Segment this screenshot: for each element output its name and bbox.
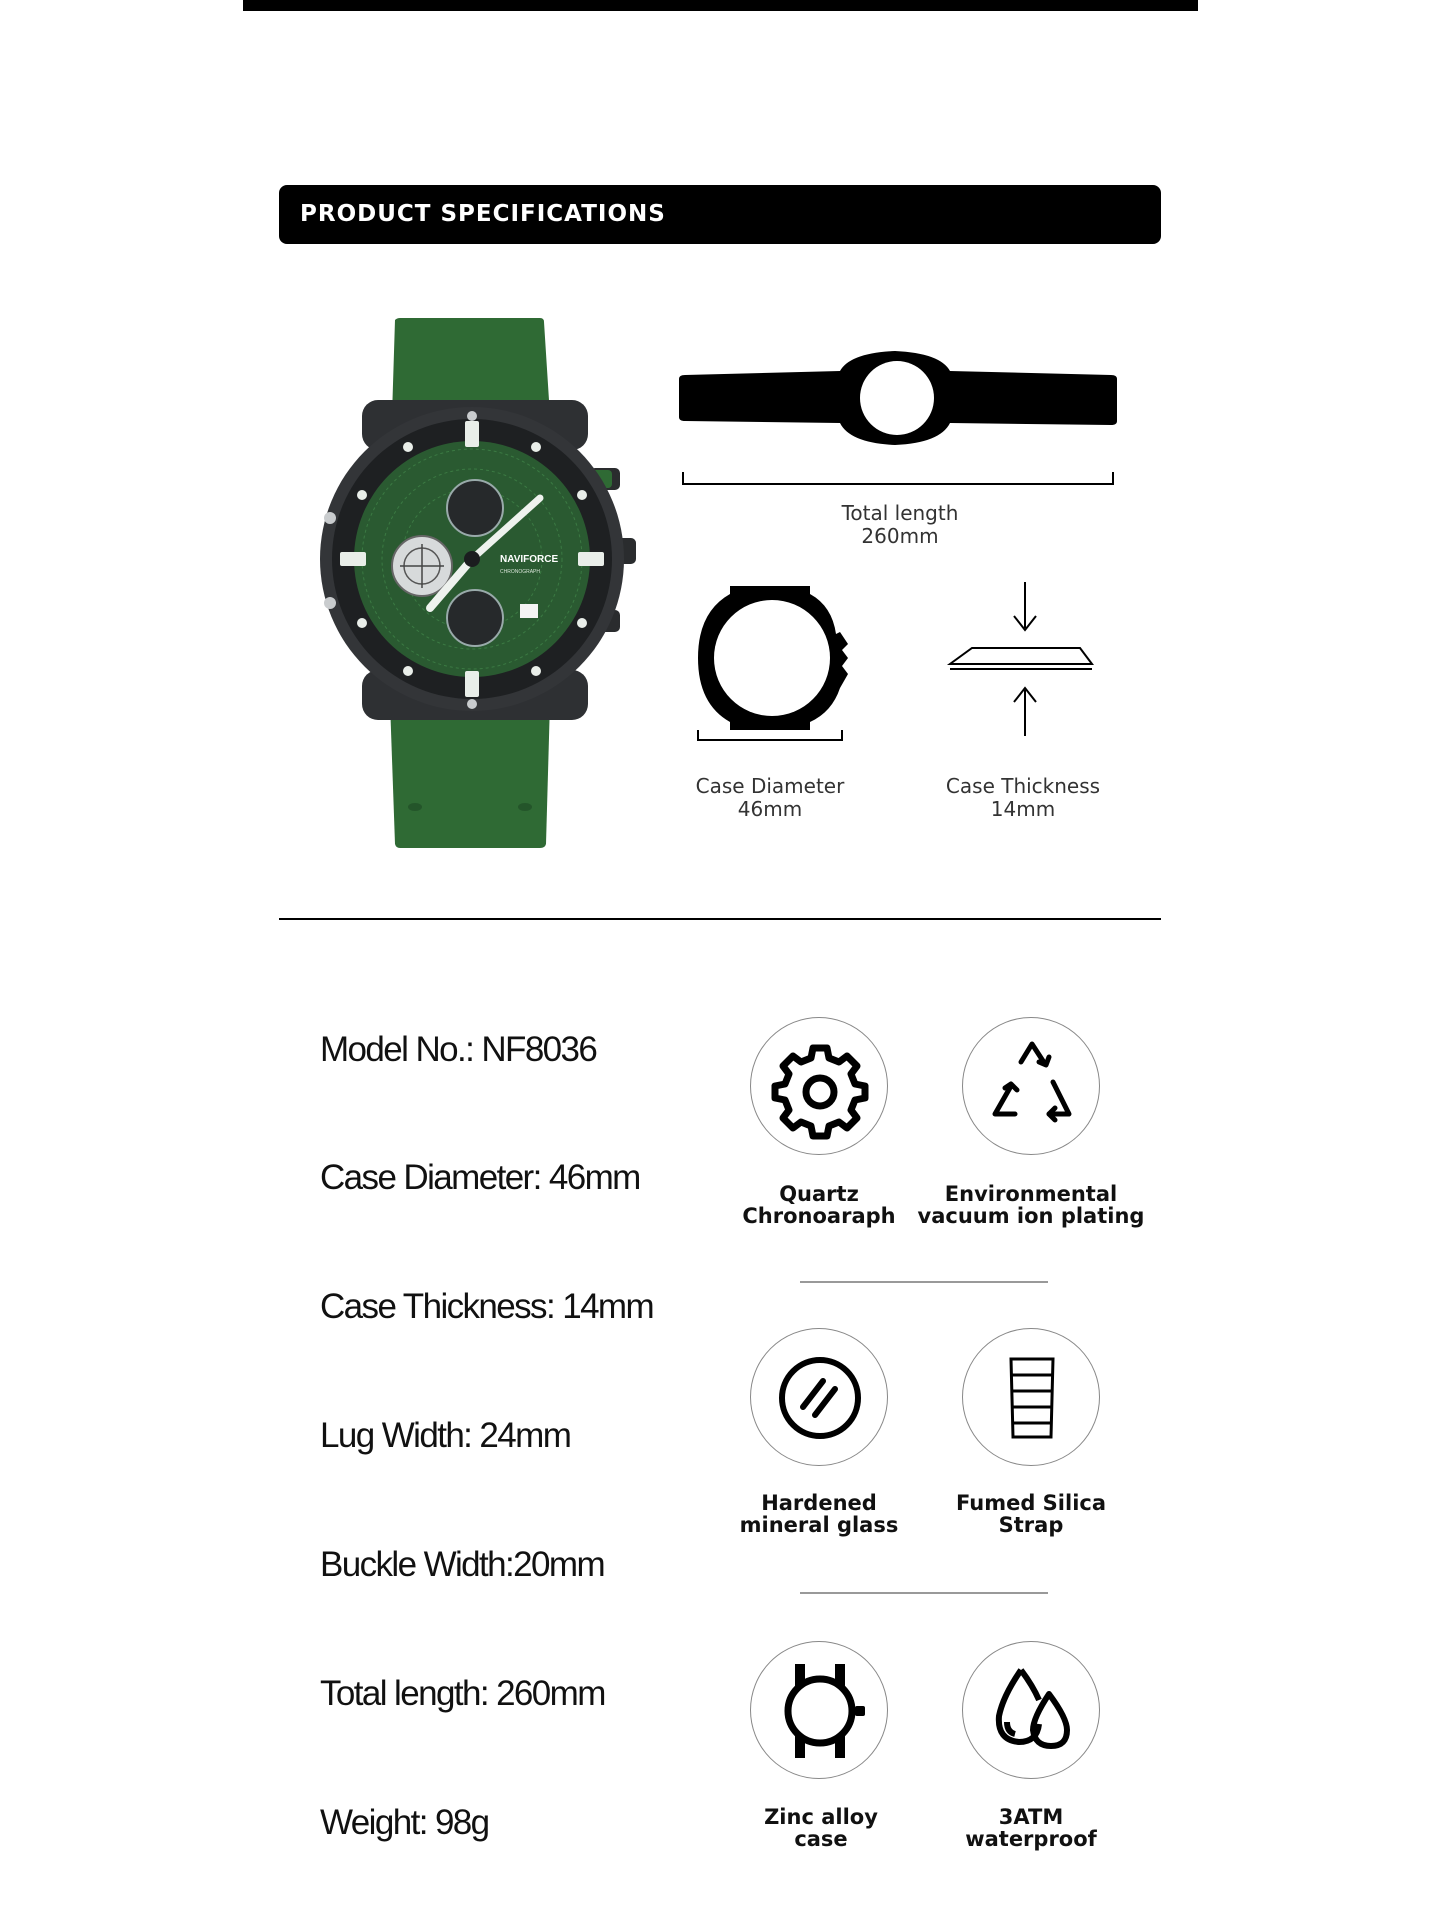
feature-waterproof-label: 3ATM waterproof — [965, 1805, 1097, 1851]
feature-divider-2 — [800, 1592, 1048, 1594]
feature-zinc-case-label: Zinc alloy case — [764, 1805, 878, 1851]
feature-zinc-case — [750, 1641, 888, 1779]
spec-model-no: Model No.: NF8036 — [320, 1030, 597, 1069]
spec-case-diameter: Case Diameter: 46mm — [320, 1158, 640, 1197]
feature-quartz-label: Quartz Chronoaraph — [742, 1182, 896, 1228]
case-thickness-label: Case Thickness 14mm — [945, 774, 1101, 821]
case-diameter-label: Case Diameter 46mm — [695, 774, 845, 821]
case-diameter-diagram — [690, 572, 860, 744]
feature-silica-strap — [962, 1328, 1100, 1466]
feature-waterproof — [962, 1641, 1100, 1779]
spec-lug-width: Lug Width: 24mm — [320, 1416, 571, 1455]
section-divider — [279, 918, 1161, 920]
strap-icon — [963, 1329, 1101, 1467]
recycle-icon — [963, 1018, 1101, 1156]
case-thickness-diagram — [940, 578, 1110, 743]
spec-case-thickness: Case Thickness: 14mm — [320, 1287, 654, 1326]
top-divider-bar — [243, 0, 1198, 11]
water-drops-icon — [963, 1642, 1101, 1780]
glass-icon — [751, 1329, 889, 1467]
spec-total-length: Total length: 260mm — [320, 1674, 605, 1713]
feature-mineral-glass-label: Hardened mineral glass — [739, 1491, 899, 1537]
svg-text:NAVIFORCE: NAVIFORCE — [500, 554, 559, 565]
feature-mineral-glass — [750, 1328, 888, 1466]
feature-ion-plating — [962, 1017, 1100, 1155]
watch-case-icon — [751, 1642, 889, 1780]
feature-quartz — [750, 1017, 888, 1155]
spec-buckle-width: Buckle Width:20mm — [320, 1545, 605, 1584]
feature-divider-1 — [800, 1281, 1048, 1283]
total-length-diagram — [675, 345, 1125, 487]
watch-product-image — [300, 318, 650, 848]
feature-ion-plating-label: Environmental vacuum ion plating — [917, 1182, 1145, 1228]
feature-silica-strap-label: Fumed Silica Strap — [955, 1491, 1107, 1537]
gear-icon — [751, 1018, 889, 1156]
total-length-label: Total length 260mm — [841, 501, 959, 548]
svg-text:CHRONOGRAPH: CHRONOGRAPH — [500, 569, 541, 575]
spec-weight: Weight: 98g — [320, 1803, 489, 1842]
product-specifications-banner: PRODUCT SPECIFICATIONS — [279, 185, 1161, 244]
